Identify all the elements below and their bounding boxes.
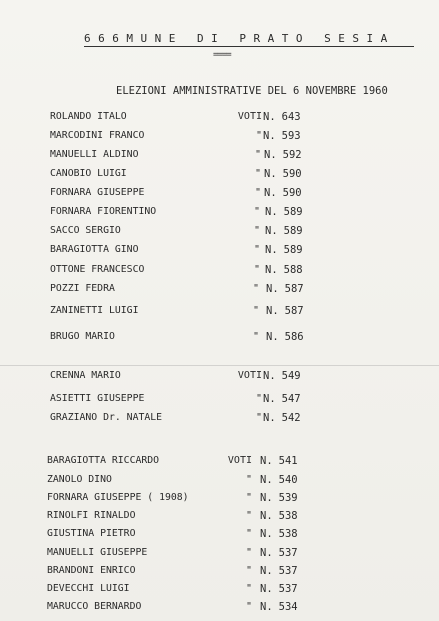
vote-count xyxy=(260,583,298,595)
candidate-name: MANUELLI ALDINO xyxy=(50,149,139,160)
candidate-name: OTTONE FRANCESCO xyxy=(50,264,145,275)
votes-label: " xyxy=(254,149,261,160)
candidate-name: CRENNA MARIO xyxy=(50,370,121,381)
vote-count-value: 541 xyxy=(278,455,298,467)
vote-count xyxy=(265,225,303,237)
number-prefix: N. xyxy=(263,111,276,123)
number-prefix: N. xyxy=(260,528,273,540)
vote-count-value: 590 xyxy=(282,187,302,199)
number-prefix: N. xyxy=(260,510,273,522)
vote-count-value: 589 xyxy=(283,225,303,237)
candidate-name: BRANDONI ENRICO xyxy=(47,565,136,576)
votes-label: " xyxy=(255,393,262,404)
number-prefix: N. xyxy=(265,264,278,276)
number-prefix: N. xyxy=(266,283,279,295)
vote-count xyxy=(260,474,298,486)
vote-count xyxy=(260,601,298,613)
candidate-name: DEVECCHI LUIGI xyxy=(47,583,130,594)
number-prefix: N. xyxy=(264,168,277,180)
votes-label: " xyxy=(245,510,252,521)
votes-label: " xyxy=(252,283,259,294)
votes-label: " xyxy=(253,206,260,217)
vote-count xyxy=(266,331,304,343)
vote-count-value: 593 xyxy=(281,130,301,142)
vote-count xyxy=(263,412,301,424)
number-prefix: N. xyxy=(266,331,279,343)
vote-count xyxy=(266,283,304,295)
vote-count xyxy=(264,187,302,199)
votes-label: VOTI xyxy=(237,111,262,122)
vote-count xyxy=(263,393,301,405)
vote-count-value: 534 xyxy=(278,601,298,613)
vote-count-value: 590 xyxy=(282,168,302,180)
number-prefix: N. xyxy=(260,455,273,467)
vote-count xyxy=(260,565,298,577)
candidate-name: ZANOLO DINO xyxy=(47,474,112,485)
candidate-name: BRUGO MARIO xyxy=(50,331,115,342)
vote-count-value: 537 xyxy=(278,583,298,595)
candidate-name: BARAGIOTTA GINO xyxy=(50,244,139,255)
number-prefix: N. xyxy=(266,305,279,317)
votes-label: " xyxy=(255,130,262,141)
vote-count-value: 547 xyxy=(281,393,301,405)
candidate-name: MARUCCO BERNARDO xyxy=(47,601,142,612)
vote-count xyxy=(265,244,303,256)
vote-count xyxy=(264,149,302,161)
votes-label: " xyxy=(254,187,261,198)
number-prefix: N. xyxy=(263,370,276,382)
candidate-name: GRAZIANO Dr. NATALE xyxy=(50,412,163,423)
vote-count-value: 589 xyxy=(283,244,303,256)
vote-count-value: 540 xyxy=(278,474,298,486)
header-marks: ==== xyxy=(213,50,231,60)
number-prefix: N. xyxy=(260,583,273,595)
vote-count-value: 643 xyxy=(281,111,301,123)
vote-count-value: 588 xyxy=(283,264,303,276)
vote-count-value: 587 xyxy=(284,305,304,317)
votes-label: " xyxy=(255,412,262,423)
candidate-name: SACCO SERGIO xyxy=(50,225,121,236)
number-prefix: N. xyxy=(263,130,276,142)
votes-label: VOTI xyxy=(237,370,262,381)
votes-label: " xyxy=(245,565,252,576)
number-prefix: N. xyxy=(260,474,273,486)
votes-label: " xyxy=(245,547,252,558)
vote-count xyxy=(265,206,303,218)
candidate-name: ROLANDO ITALO xyxy=(50,111,127,122)
candidate-name: ASIETTI GIUSEPPE xyxy=(50,393,145,404)
votes-label: " xyxy=(252,331,259,342)
vote-count-value: 542 xyxy=(281,412,301,424)
number-prefix: N. xyxy=(260,601,273,613)
votes-label: " xyxy=(245,601,252,612)
vote-count-value: 538 xyxy=(278,528,298,540)
number-prefix: N. xyxy=(263,393,276,405)
vote-count-value: 587 xyxy=(284,283,304,295)
number-prefix: N. xyxy=(265,206,278,218)
vote-count-value: 537 xyxy=(278,547,298,559)
number-prefix: N. xyxy=(265,244,278,256)
number-prefix: N. xyxy=(263,412,276,424)
vote-count xyxy=(263,130,301,142)
vote-count xyxy=(260,492,298,504)
candidate-name: RINOLFI RINALDO xyxy=(47,510,136,521)
vote-count xyxy=(263,370,301,382)
vote-count xyxy=(260,528,298,540)
candidate-name: BARAGIOTTA RICCARDO xyxy=(47,455,160,466)
candidate-name: MARCODINI FRANCO xyxy=(50,130,145,141)
election-subtitle: ELEZIONI AMMINISTRATIVE DEL 6 NOVEMBRE 1960 xyxy=(116,85,388,97)
votes-label: " xyxy=(253,264,260,275)
candidate-name: ZANINETTI LUIGI xyxy=(50,305,139,316)
votes-label: " xyxy=(245,492,252,503)
candidate-name: POZZI FEDRA xyxy=(50,283,115,294)
votes-label: " xyxy=(252,305,259,316)
candidate-name: FORNARA GIUSEPPE ( 1908) xyxy=(47,492,189,503)
vote-count-value: 592 xyxy=(282,149,302,161)
votes-label: " xyxy=(245,474,252,485)
number-prefix: N. xyxy=(260,547,273,559)
header-underline xyxy=(84,46,414,47)
candidate-name: FORNARA GIUSEPPE xyxy=(50,187,145,198)
candidate-name: CANOBIO LUIGI xyxy=(50,168,127,179)
number-prefix: N. xyxy=(265,225,278,237)
vote-count-value: 549 xyxy=(281,370,301,382)
vote-count xyxy=(264,168,302,180)
votes-label: " xyxy=(245,528,252,539)
paper-fold-line xyxy=(0,365,439,366)
number-prefix: N. xyxy=(264,187,277,199)
vote-count xyxy=(266,305,304,317)
number-prefix: N. xyxy=(260,565,273,577)
candidate-name: GIUSTINA PIETRO xyxy=(47,528,136,539)
candidate-name: FORNARA FIORENTINO xyxy=(50,206,157,217)
vote-count-value: 586 xyxy=(284,331,304,343)
votes-label: " xyxy=(245,583,252,594)
votes-label: " xyxy=(253,225,260,236)
municipality-header: 666MUNE DI PRATO SESIA xyxy=(84,32,395,45)
number-prefix: N. xyxy=(264,149,277,161)
number-prefix: N. xyxy=(260,492,273,504)
votes-label: " xyxy=(253,244,260,255)
votes-label: VOTI xyxy=(227,455,252,466)
votes-label: " xyxy=(254,168,261,179)
vote-count xyxy=(265,264,303,276)
vote-count xyxy=(260,510,298,522)
vote-count xyxy=(260,455,298,467)
vote-count-value: 539 xyxy=(278,492,298,504)
candidate-name: MANUELLI GIUSEPPE xyxy=(47,547,148,558)
vote-count xyxy=(260,547,298,559)
vote-count-value: 589 xyxy=(283,206,303,218)
vote-count xyxy=(263,111,301,123)
vote-count-value: 538 xyxy=(278,510,298,522)
vote-count-value: 537 xyxy=(278,565,298,577)
